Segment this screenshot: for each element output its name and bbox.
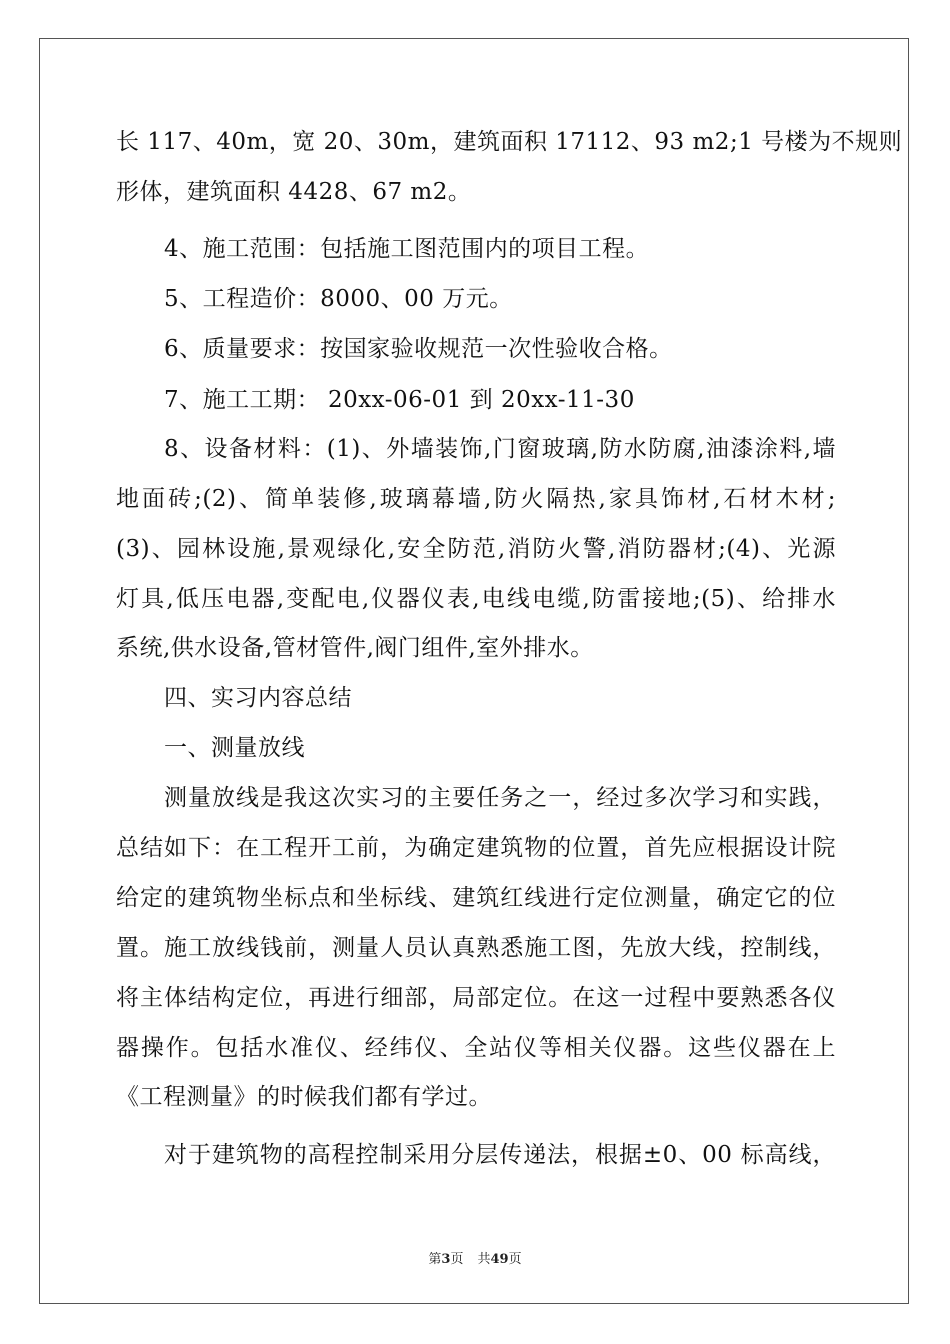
text-line: 5、工程造价：8000、00 万元。 <box>164 286 513 312</box>
text-line: 长 117、40m，宽 20、30m，建筑面积 17112、93 m2;1 号楼为不规则 <box>116 129 903 155</box>
page-prefix: 第 <box>428 1252 442 1267</box>
text-line: 将主体结构定位，再进行细部，局部定位。在这一过程中要熟悉各仪 <box>116 985 836 1011</box>
text-line: 系统,供水设备,管材管件,阀门组件,室外排水。 <box>116 635 594 661</box>
page-suffix: 页 <box>450 1252 464 1267</box>
text-line: 测量放线是我这次实习的主要任务之一，经过多次学习和实践， <box>164 785 836 811</box>
text-line: 4、施工范围：包括施工图范围内的项目工程。 <box>164 236 650 262</box>
text-line: 7、施工工期： 20xx-06-01 到 20xx-11-30 <box>164 387 635 413</box>
text-line: 给定的建筑物坐标点和坐标线、建筑红线进行定位测量，确定它的位 <box>116 885 836 911</box>
text-line: 8、设备材料：(1)、外墙装饰,门窗玻璃,防水防腐,油漆涂料,墙 <box>164 436 836 462</box>
text-line: 灯具,低压电器,变配电,仪器仪表,电线电缆,防雷接地;(5)、给排水 <box>116 586 836 612</box>
page-number: 3 <box>441 1252 451 1267</box>
page-border <box>39 38 909 1304</box>
section-heading: 四、实习内容总结 <box>164 685 352 711</box>
text-line: 地面砖;(2)、简单装修,玻璃幕墙,防火隔热,家具饰材,石材木材; <box>116 486 836 512</box>
text-line: 形体，建筑面积 4428、67 m2。 <box>116 179 472 205</box>
text-line: (3)、园林设施,景观绿化,安全防范,消防火警,消防器材;(4)、光源 <box>116 536 836 562</box>
text-line: 对于建筑物的高程控制采用分层传递法，根据±0、00 标高线， <box>164 1142 836 1168</box>
text-line: 器操作。包括水准仪、经纬仪、全站仪等相关仪器。这些仪器在上 <box>116 1035 836 1061</box>
page-footer <box>0 1248 950 1267</box>
text-line: 《工程测量》的时候我们都有学过。 <box>116 1084 492 1110</box>
text-line: 总结如下：在工程开工前，为确定建筑物的位置，首先应根据设计院 <box>116 835 836 861</box>
text-line: 6、质量要求：按国家验收规范一次性验收合格。 <box>164 336 673 362</box>
total-prefix: 共 <box>477 1252 491 1267</box>
text-line: 置。施工放线钱前，测量人员认真熟悉施工图，先放大线，控制线， <box>116 935 836 961</box>
total-suffix: 页 <box>508 1252 522 1267</box>
section-heading: 一、测量放线 <box>164 735 305 761</box>
total-pages: 49 <box>490 1252 509 1267</box>
